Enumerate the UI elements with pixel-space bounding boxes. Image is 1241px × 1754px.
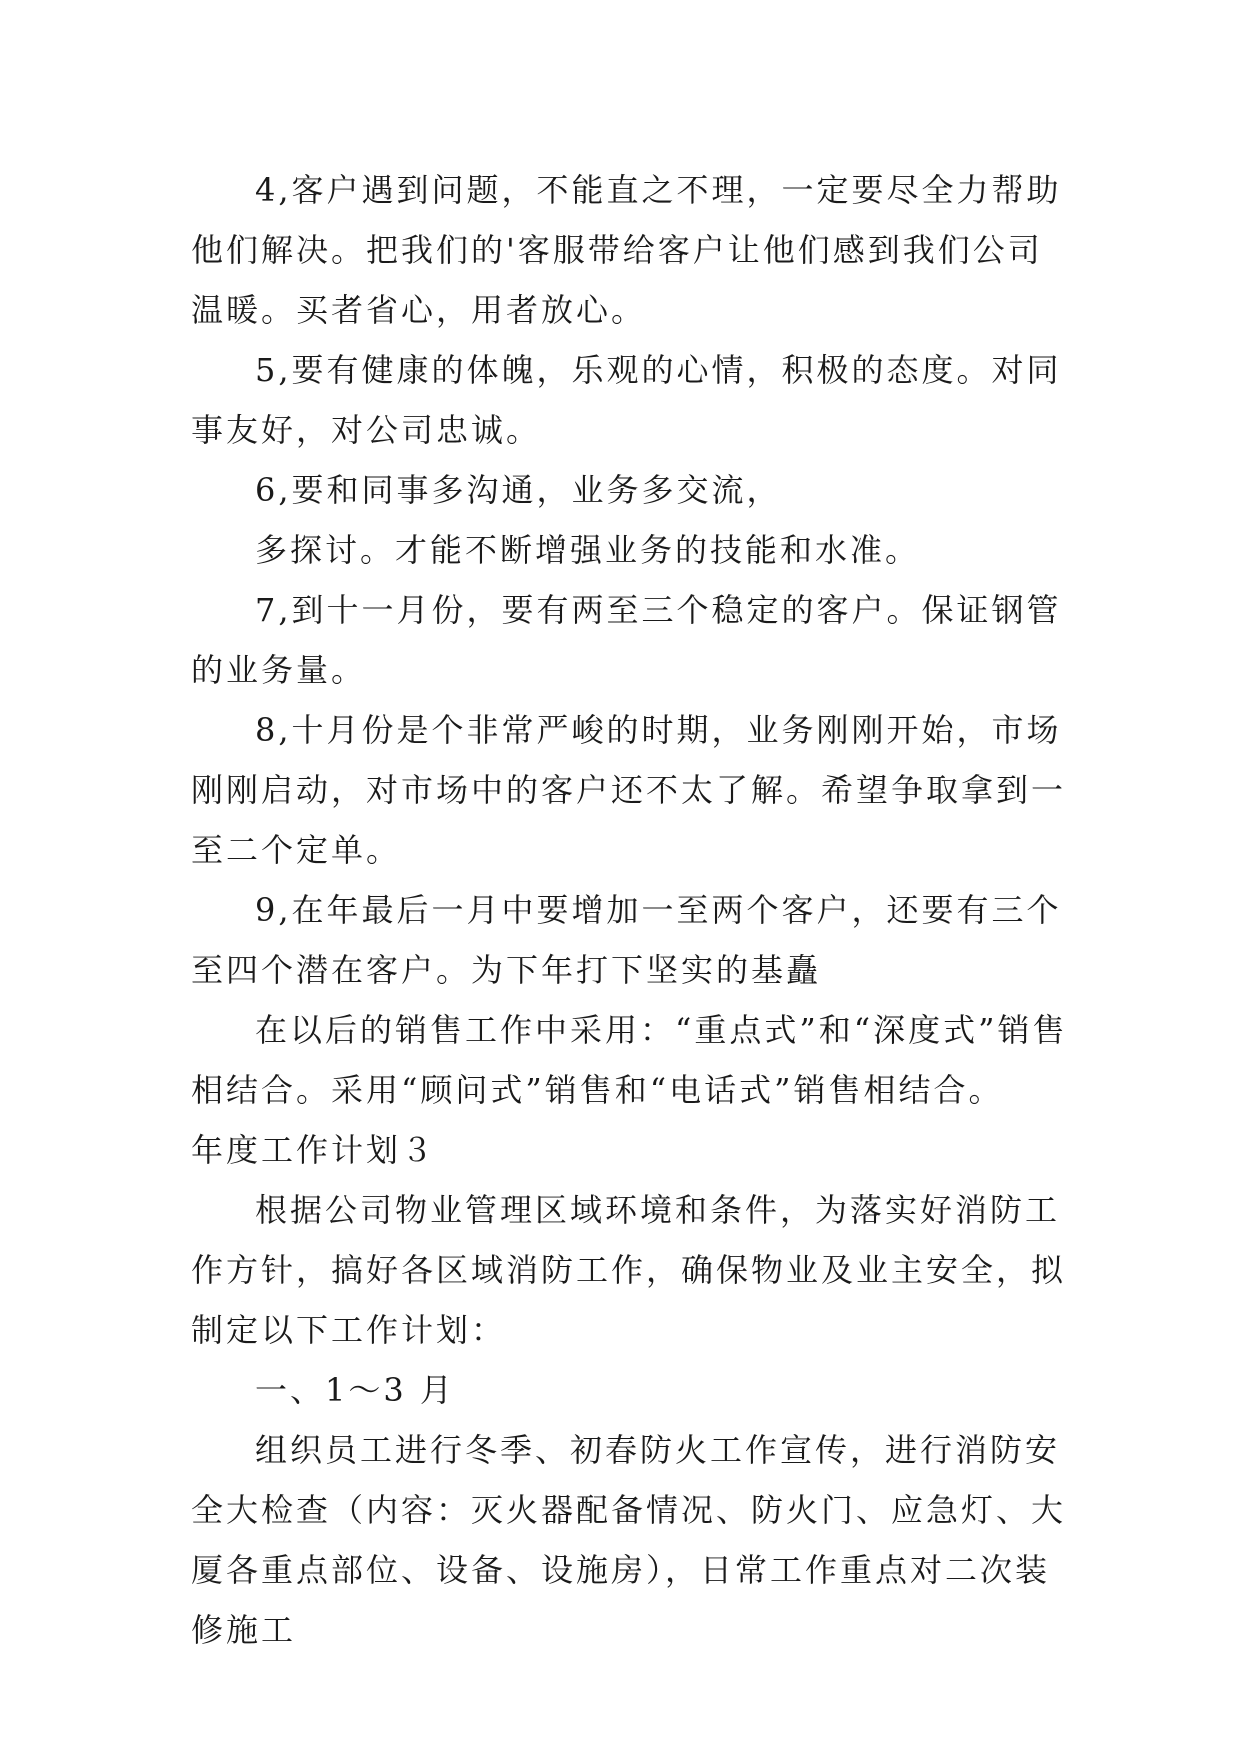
paragraph-item-9: 9,在年最后一月中要增加一至两个客户，还要有三个至四个潜在客户。为下年打下坚实的基矗 xyxy=(191,891,1062,989)
paragraph-item-6: 6,要和同事多沟通，业务多交流， xyxy=(255,471,782,509)
paragraph-item-6-continued: 多探讨。才能不断增强业务的技能和水准。 xyxy=(255,531,921,569)
paragraph-item-7: 7,到十一月份，要有两至三个稳定的客户。保证钢管的业务量。 xyxy=(191,591,1062,689)
document-body xyxy=(191,160,1071,1660)
paragraph-fire-plan-intro: 根据公司物业管理区域环境和条件，为落实好消防工作方针，搞好各区域消防工作，确保物业及业主安全，拟制定以下工作计划： xyxy=(191,1191,1067,1349)
paragraph-sales-method: 在以后的销售工作中采用：“重点式”和“深度式”销售相结合。采用“顾问式”销售和“电话式”销售相结合。 xyxy=(191,1011,1068,1109)
paragraph-item-8: 8,十月份是个非常严峻的时期，业务刚刚开始，市场刚刚启动，对市场中的客户还不太了解。希望争取拿到一至二个定单。 xyxy=(191,711,1067,869)
paragraph-item-5: 5,要有健康的体魄，乐观的心情，积极的态度。对同事友好，对公司忠诚。 xyxy=(191,351,1062,449)
paragraph-item-4: 4,客户遇到问题，不能直之不理，一定要尽全力帮助他们解决。把我们的'客服带给客户让他们感到我们公司温暖。买者省心，用者放心。 xyxy=(191,171,1062,329)
paragraph-period-heading: 一、1～3 月 xyxy=(255,1371,455,1409)
section-heading: 年度工作计划３ xyxy=(191,1131,437,1169)
paragraph-period-detail: 组织员工进行冬季、初春防火工作宣传，进行消防安全大检查（内容：灭火器配备情况、防火门、应急灯、大厦各重点部位、设备、设施房），日常工作重点对二次装修施工 xyxy=(191,1431,1067,1649)
